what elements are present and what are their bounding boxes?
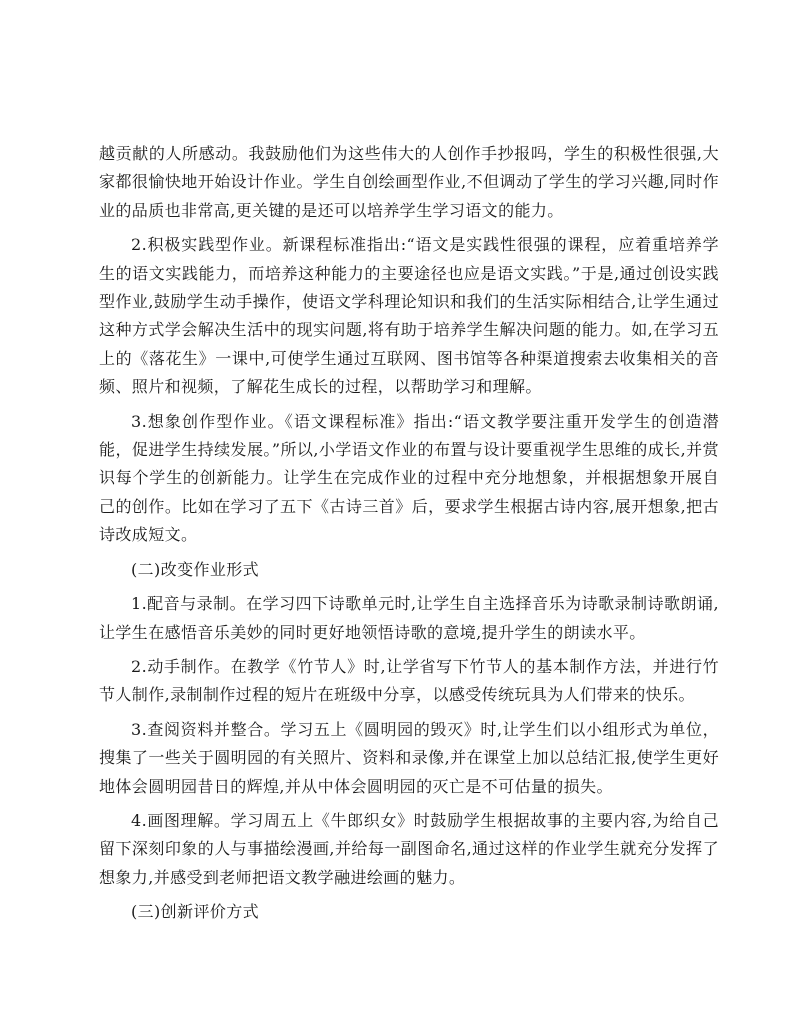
paragraph-research-integration: 3.查阅资料并整合。学习五上《圆明园的毁灭》时,让学生们以小组形式为单位，搜集了一些关于圆明园的有关照片、资料和录像,并在课堂上加以总结汇报,使学生更好地体会圆明园昔日的辉煌,并从中体会圆明园的灭亡是不可估量的损失。 bbox=[99, 719, 719, 796]
section-heading-change-format: (二)改变作业形式 bbox=[131, 559, 260, 579]
paragraph-continuation: 越贡献的人所感动。我鼓励他们为这些伟大的人创作手抄报吗，学生的积极性很强,大家都很愉快地开始设计作业。学生自创绘画型作业,不但调动了学生的学习兴趣,同时作业的品质也非常高,更关键的是还可以培养学生学习语文的能力。 bbox=[99, 144, 719, 220]
paragraph-handmade: 2.动手制作。在教学《竹节人》时,让学省写下竹节人的基本制作方法，并进行竹节人制作,录制制作过程的短片在班级中分享，以感受传统玩具为人们带来的快乐。 bbox=[99, 656, 719, 705]
paragraph-drawing-understanding: 4.画图理解。学习周五上《牛郎织女》时鼓励学生根据故事的主要内容,为给自己留下深刻印象的人与事描绘漫画,并给每一副图命名,通过这样的作业学生就充分发挥了想象力,并感受到老师把语文教学融进绘画的魅力。 bbox=[99, 810, 719, 887]
section-heading-innovate-evaluation: (三)创新评价方式 bbox=[131, 902, 260, 922]
paragraph-imagination-homework: 3.想象创作型作业。《语文课程标准》指出:“语文教学要注重开发学生的创造潜能，促进学生持续发展。”所以,小学语文作业的布置与设计要重视学生思维的成长,并赏识每个学生的创新能力。让学生在完成作业的过程中充分地想象，并根据想象开展自己的创作。比如在学习了五下《古诗三首》后，要求学生根据古诗内容,展开想象,把古诗改成短文。 bbox=[99, 411, 719, 545]
document-page bbox=[99, 140, 719, 933]
paragraph-dubbing-recording: 1.配音与录制。在学习四下诗歌单元时,让学生自主选择音乐为诗歌录制诗歌朗诵,让学生在感悟音乐美妙的同时更好地领悟诗歌的意境,提升学生的朗读水平。 bbox=[99, 594, 719, 642]
paragraph-practice-homework: 2.积极实践型作业。新课程标准指出:“语文是实践性很强的课程，应着重培养学生的语文实践能力，而培养这种能力的主要途径也应是语文实践。”于是,通过创设实践型作业,鼓励学生动手操作，使语文学科理论知识和我们的生活实际相结合,让学生通过这种方式学会解决生活中的现实问题,将有助于培养学生解决问题的能力。如,在学习五上的《落花生》一课中,可使学生通过互联网、图书馆等各种渠道搜索去收集相关的音频、照片和视频，了解花生成长的过程，以帮助学习和理解。 bbox=[99, 235, 719, 397]
